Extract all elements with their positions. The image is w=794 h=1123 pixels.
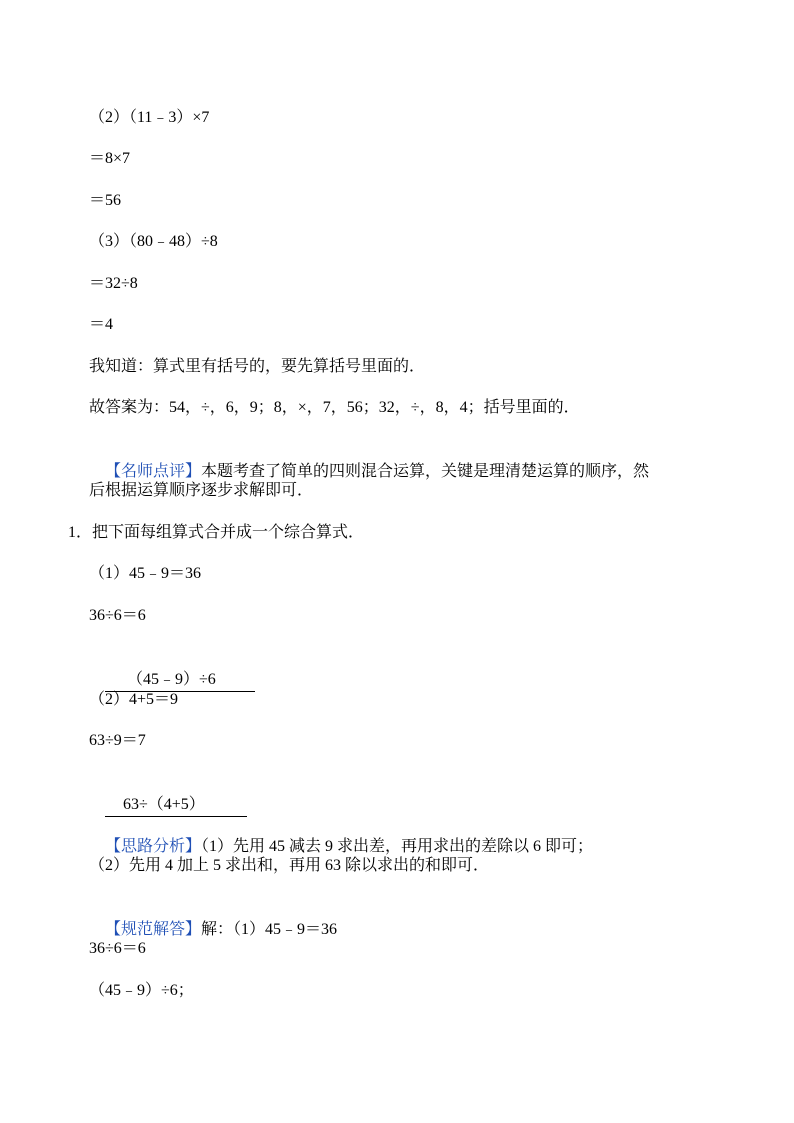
analysis-continuation: （2）先用 4 加上 5 求出和，再用 63 除以求出的和即可．	[89, 857, 490, 874]
solution-text: 解：（1）45﹣9＝36	[201, 921, 338, 938]
step-line: 36÷6＝6	[89, 940, 146, 957]
step-line: ＝56	[89, 192, 122, 209]
comment-tag: 【名师点评】	[105, 463, 202, 480]
comment-continuation: 后根据运算顺序逐步求解即可．	[89, 482, 314, 499]
question-title: 1．把下面每组算式合并成一个综合算式．	[68, 524, 365, 541]
analysis-tag: 【思路分析】	[105, 838, 202, 855]
explanation-text: 我知道：算式里有括号的，要先算括号里面的．	[89, 358, 426, 375]
step-line: （3）（80﹣48）÷8	[89, 233, 218, 250]
solution-tag: 【规范解答】	[105, 921, 202, 938]
step-line: 36÷6＝6	[89, 607, 146, 624]
step-line: （2）（11﹣3）×7	[89, 109, 210, 126]
filled-answer: 63÷（4+5）	[105, 795, 247, 817]
filled-answer: （45﹣9）÷6	[105, 670, 255, 692]
step-line: （1）45﹣9＝36	[89, 565, 202, 582]
step-line: ＝32÷8	[89, 275, 138, 292]
comment-text: 本题考查了简单的四则混合运算，关键是理清楚运算的顺序，然	[201, 463, 650, 480]
step-line: ＝8×7	[89, 150, 131, 167]
step-line: ＝4	[89, 316, 114, 333]
step-line: 63÷9＝7	[89, 732, 146, 749]
answer-summary: 故答案为：54，÷，6，9；8，×，7，56；32，÷，8，4；括号里面的．	[89, 399, 580, 416]
step-line: （45﹣9）÷6；	[89, 982, 194, 999]
step-line: （2）4+5＝9	[89, 691, 179, 708]
analysis-text: （1）先用 45 减去 9 求出差，再用求出的差除以 6 即可；	[201, 838, 594, 855]
